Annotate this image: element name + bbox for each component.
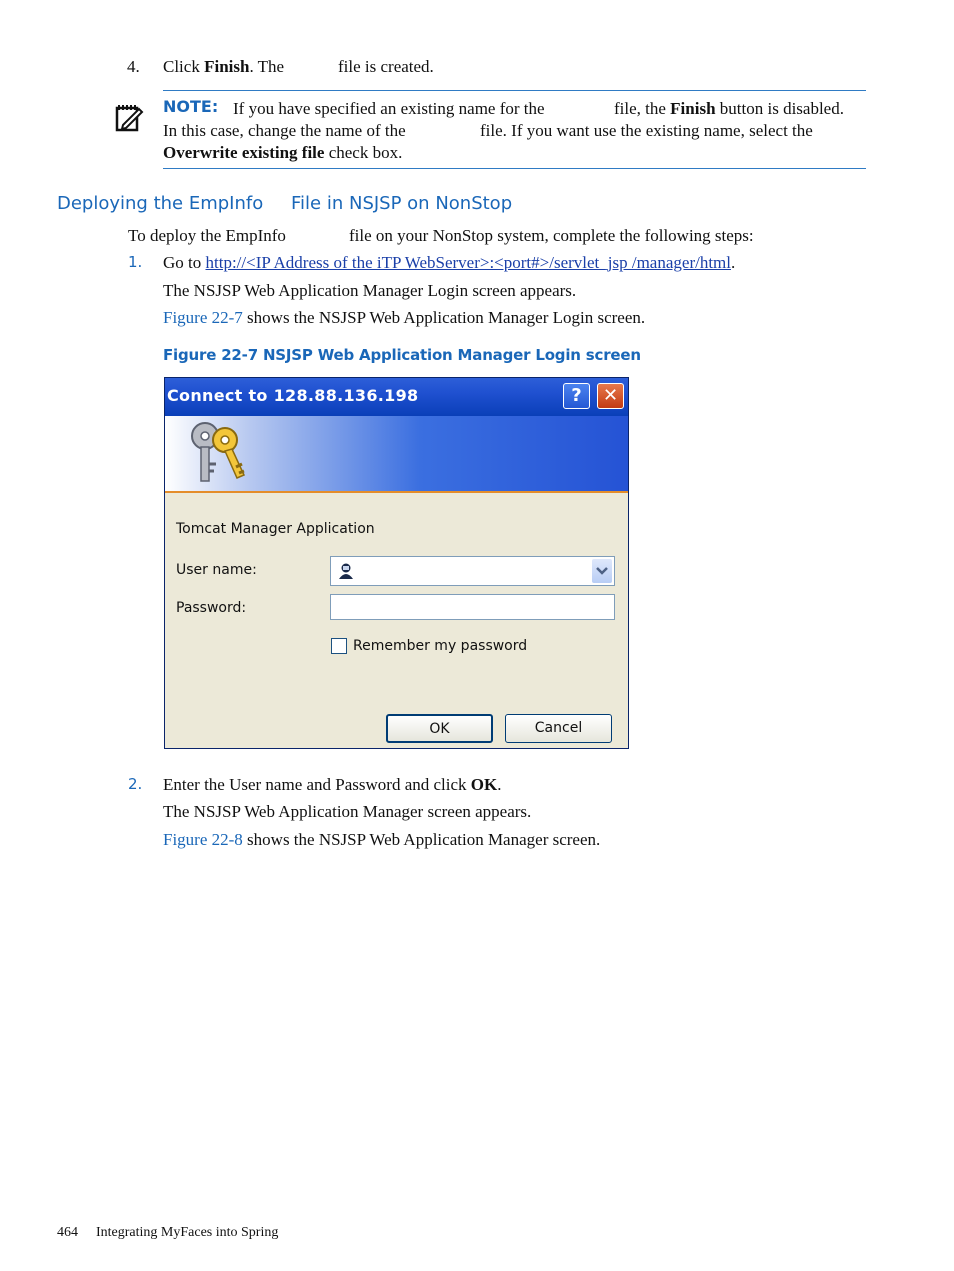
step4-tail: file is created.: [338, 57, 434, 76]
step1-number: 1.: [128, 253, 143, 271]
chevron-down-icon[interactable]: [592, 559, 612, 583]
step4-text: Click Finish. The: [163, 57, 285, 76]
note-label: NOTE:: [163, 97, 219, 116]
footer-title: Integrating MyFaces into Spring: [96, 1225, 279, 1240]
password-field[interactable]: [330, 594, 615, 620]
dialog-banner: [165, 416, 628, 493]
step2-number: 2.: [128, 775, 143, 793]
section-heading-b: File in NSJSP on NonStop: [291, 193, 513, 214]
note-line2a: In this case, change the name of the: [163, 121, 406, 140]
realm-label: Tomcat Manager Application: [176, 521, 375, 537]
ok-button[interactable]: OK: [386, 714, 493, 743]
note-line1a: If you have specified an existing name for the: [233, 99, 545, 118]
note-pad-icon: [113, 101, 145, 133]
note-bottom-rule: [163, 168, 866, 169]
user-name-combo[interactable]: [330, 556, 615, 586]
manager-url-link[interactable]: http://<IP Address of the iTP WebServer>:<port#>/servlet_jsp /manager/html: [205, 253, 731, 272]
step1-line3: Figure 22-7 shows the NSJSP Web Application Manager Login screen.: [163, 308, 646, 327]
remember-checkbox[interactable]: [331, 638, 347, 654]
step2-line3: Figure 22-8 shows the NSJSP Web Application Manager screen.: [163, 830, 601, 849]
remember-label: Remember my password: [353, 638, 528, 654]
keys-icon: [181, 420, 251, 488]
note-line3: Overwrite existing file check box.: [163, 143, 403, 162]
password-label: Password:: [176, 600, 247, 616]
note-top-rule: [163, 90, 866, 91]
step2-line2: The NSJSP Web Application Manager screen appears.: [163, 802, 532, 821]
user-name-label: User name:: [176, 562, 257, 578]
step1-line2: The NSJSP Web Application Manager Login screen appears.: [163, 281, 577, 300]
login-dialog: [164, 377, 629, 749]
dialog-titlebar: [165, 378, 628, 416]
intro-b: file on your NonStop system, complete the following steps:: [349, 226, 754, 245]
note-line2b: file. If you want use the existing name, select the: [480, 121, 813, 140]
step-number: 4.: [127, 57, 140, 76]
cancel-button[interactable]: Cancel: [505, 714, 612, 743]
user-icon: [337, 562, 355, 580]
figure-caption: Figure 22-7 NSJSP Web Application Manager Login screen: [163, 346, 641, 364]
figure-ref-link[interactable]: Figure 22-7: [163, 308, 243, 327]
page-number: 464: [57, 1225, 78, 1240]
step2-text: Enter the User name and Password and click OK.: [163, 775, 502, 794]
step1-text: Go to http://<IP Address of the iTP WebServer>:<port#>/servlet_jsp /manager/html.: [163, 253, 736, 272]
section-heading-a: Deploying the EmpInfo: [57, 193, 264, 214]
figure-ref-link[interactable]: Figure 22-8: [163, 830, 243, 849]
close-button[interactable]: ✕: [597, 383, 624, 409]
note-line1b: file, the Finish button is disabled.: [614, 99, 844, 118]
help-button[interactable]: ?: [563, 383, 590, 409]
dialog-title: Connect to 128.88.136.198: [167, 386, 419, 405]
intro-a: To deploy the EmpInfo: [128, 226, 286, 245]
